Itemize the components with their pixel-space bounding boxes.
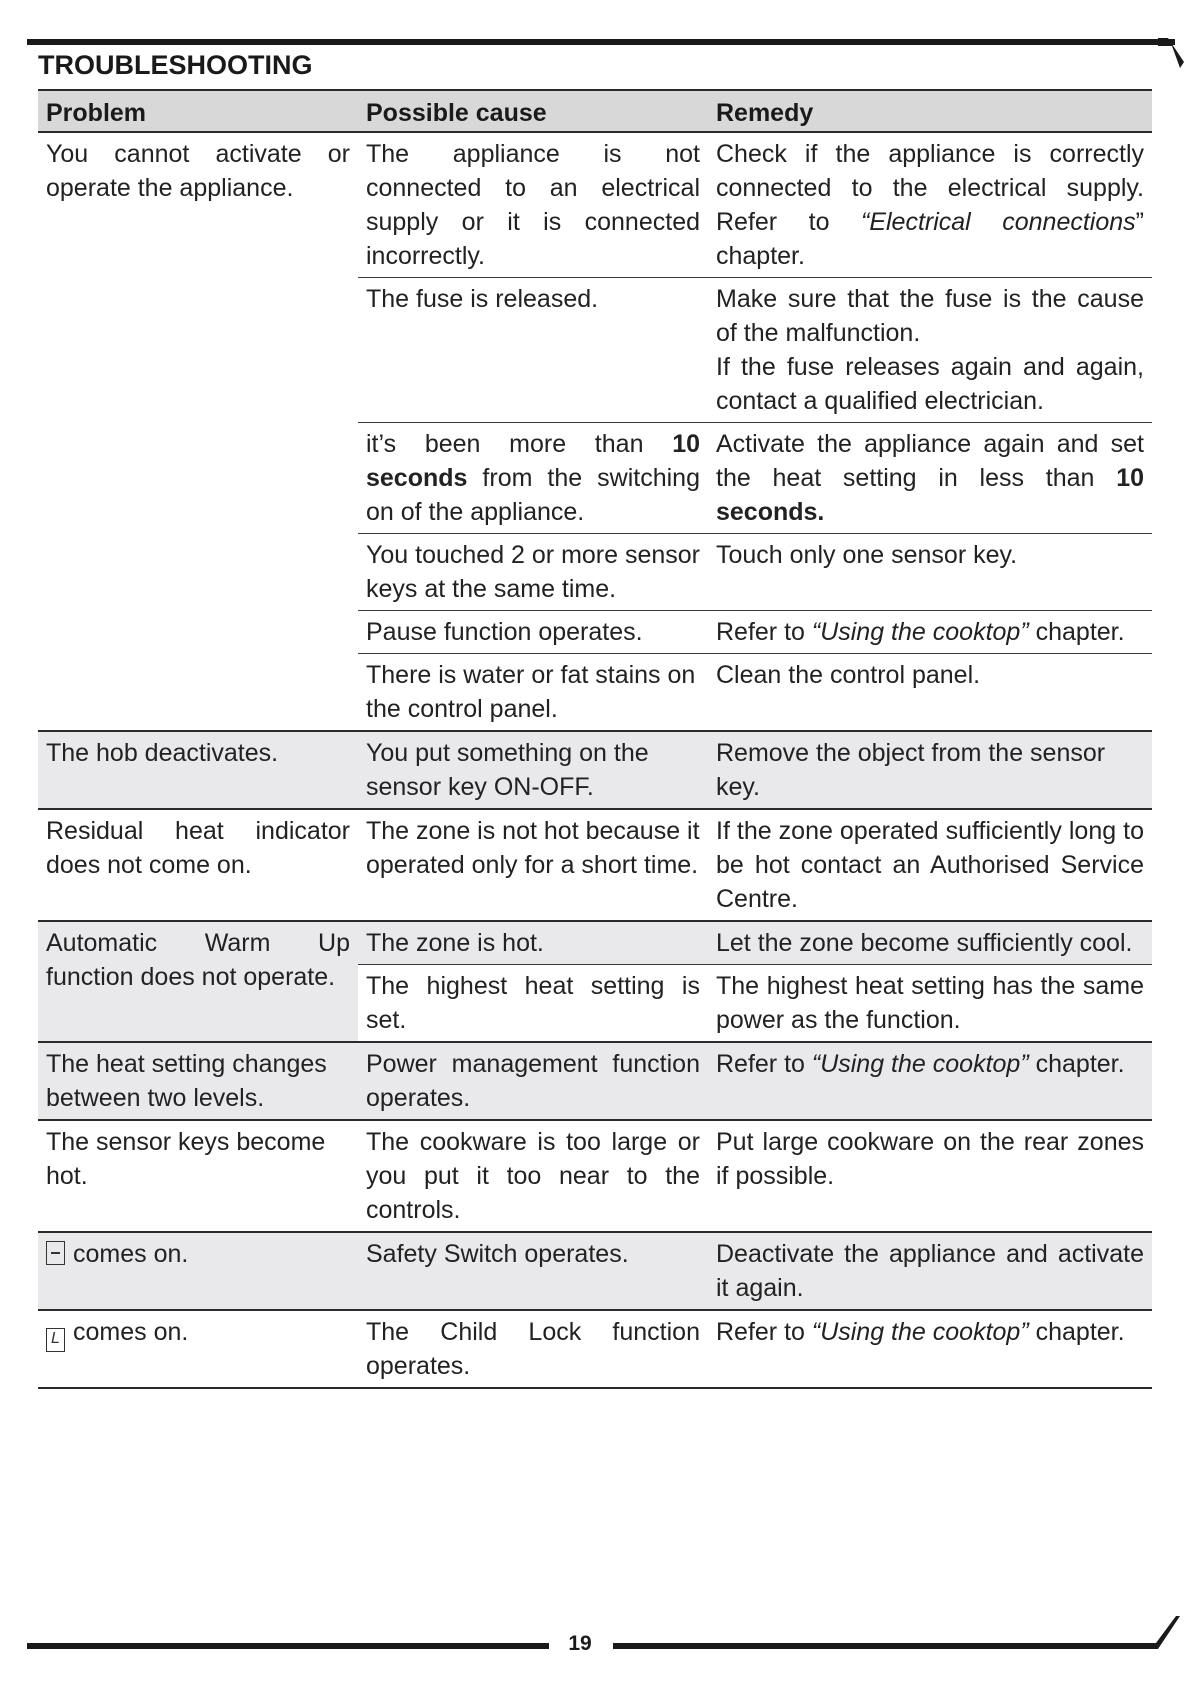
remedy-chapter-ref: “Electrical connections	[861, 208, 1136, 236]
remedy-cell	[708, 423, 1152, 534]
child-lock-display-icon: L	[46, 1328, 65, 1352]
remedy-cell: Let the zone become sufficiently cool.	[708, 921, 1152, 965]
cause-text: it’s been more than	[366, 430, 673, 458]
remedy-cell: Clean the control panel.	[708, 654, 1152, 732]
problem-cell: Automatic Warm Up function does not operate.	[38, 921, 358, 1042]
bottom-corner-hook	[1150, 1616, 1180, 1650]
table-row	[38, 1310, 1152, 1388]
remedy-text: Refer to	[716, 1318, 812, 1346]
header-problem: Problem	[38, 90, 358, 132]
dash-display-icon	[46, 1241, 65, 1265]
problem-cell: You cannot activate or operate the appliance.	[46, 140, 350, 202]
remedy-cell	[708, 278, 1152, 423]
remedy-cell: If the zone operated sufficiently long to be hot contact an Authorised Service Centre.	[708, 809, 1152, 921]
header-possible-cause: Possible cause	[358, 90, 708, 132]
table-row	[38, 1120, 1152, 1232]
table-row	[38, 921, 1152, 965]
problem-cell	[38, 1310, 358, 1388]
cause-cell: You put something on the sensor key ON-OFF.	[358, 731, 708, 809]
header-remedy: Remedy	[708, 90, 1152, 132]
top-rule	[27, 39, 1175, 45]
footer-rule-right	[613, 1643, 1158, 1649]
cause-emphasis: 10 seconds	[366, 430, 700, 492]
remedy-text-end: chapter.	[1028, 1050, 1125, 1078]
remedy-text: Refer to	[716, 1050, 812, 1078]
problem-cell: The sensor keys become hot.	[38, 1120, 358, 1232]
remedy-cell: Remove the object from the sensor key.	[708, 731, 1152, 809]
remedy-chapter-ref: “Using the cooktop”	[811, 618, 1029, 646]
table-row	[38, 809, 1152, 921]
problem-cell: Residual heat indicator does not come on.	[38, 809, 358, 921]
problem-cell: The heat setting changes between two levels.	[38, 1042, 358, 1120]
troubleshooting-table	[38, 89, 1152, 1389]
page-number: 19	[568, 1632, 592, 1655]
section-title: TROUBLESHOOTING	[38, 50, 313, 80]
remedy-text: Refer to	[716, 618, 812, 646]
cause-cell: Power management function operates.	[358, 1042, 708, 1120]
remedy-line: Make sure that the fuse is the cause of the malfunction.	[716, 285, 1144, 347]
cause-cell: Pause function operates.	[358, 611, 708, 654]
remedy-chapter-ref: “Using the cooktop”	[811, 1318, 1029, 1346]
table-row	[38, 1042, 1152, 1120]
remedy-text-end: chapter.	[1028, 1318, 1125, 1346]
cause-text-end: from the switching on of the appliance.	[366, 464, 700, 526]
remedy-cell: The highest heat setting has the same power as the function.	[708, 965, 1152, 1043]
cause-cell: The fuse is released.	[358, 278, 708, 423]
cause-cell: Safety Switch operates.	[358, 1232, 708, 1310]
footer-rule-left	[27, 1643, 549, 1649]
remedy-cell: Deactivate the appliance and activate it again.	[708, 1232, 1152, 1310]
problem-cell: The hob deactivates.	[38, 731, 358, 809]
remedy-chapter-ref: “Using the cooktop”	[811, 1050, 1029, 1078]
top-corner-hook	[1158, 38, 1184, 68]
cause-cell: The zone is not hot because it operated only for a short time.	[358, 809, 708, 921]
remedy-cell	[708, 1310, 1152, 1388]
remedy-emphasis: 10 seconds.	[716, 464, 1144, 526]
cause-cell: The highest heat setting is set.	[358, 965, 708, 1043]
remedy-cell	[708, 132, 1152, 278]
table-row	[38, 731, 1152, 809]
cause-cell: The Child Lock function operates.	[358, 1310, 708, 1388]
table-row	[38, 132, 1152, 278]
remedy-line: If the fuse releases again and again, contact a qualified electrician.	[716, 353, 1144, 415]
cause-cell: The cookware is too large or you put it too near to the controls.	[358, 1120, 708, 1232]
remedy-text: Check if the appliance is correctly connected to the electrical supply. Refer to	[716, 140, 1144, 236]
remedy-cell: Touch only one sensor key.	[708, 534, 1152, 611]
remedy-text-end: ” chapter.	[716, 208, 1144, 270]
cause-cell: There is water or fat stains on the control panel.	[358, 654, 708, 732]
remedy-text-end: chapter.	[1028, 618, 1125, 646]
problem-text: comes on.	[73, 1318, 189, 1346]
problem-text: comes on.	[73, 1240, 189, 1268]
remedy-cell: Put large cookware on the rear zones if possible.	[708, 1120, 1152, 1232]
remedy-cell	[708, 611, 1152, 654]
table-header-row	[38, 90, 1152, 132]
cause-cell: The zone is hot.	[358, 921, 708, 965]
problem-cell	[38, 1232, 358, 1310]
cause-cell: You touched 2 or more sensor keys at the same time.	[358, 534, 708, 611]
table-row	[38, 1232, 1152, 1310]
remedy-cell	[708, 1042, 1152, 1120]
cause-cell	[358, 423, 708, 534]
cause-cell: The appliance is not connected to an electrical supply or it is connected incorrectly.	[366, 140, 700, 270]
remedy-text: Activate the appliance again and set the heat setting in less than	[716, 430, 1144, 492]
